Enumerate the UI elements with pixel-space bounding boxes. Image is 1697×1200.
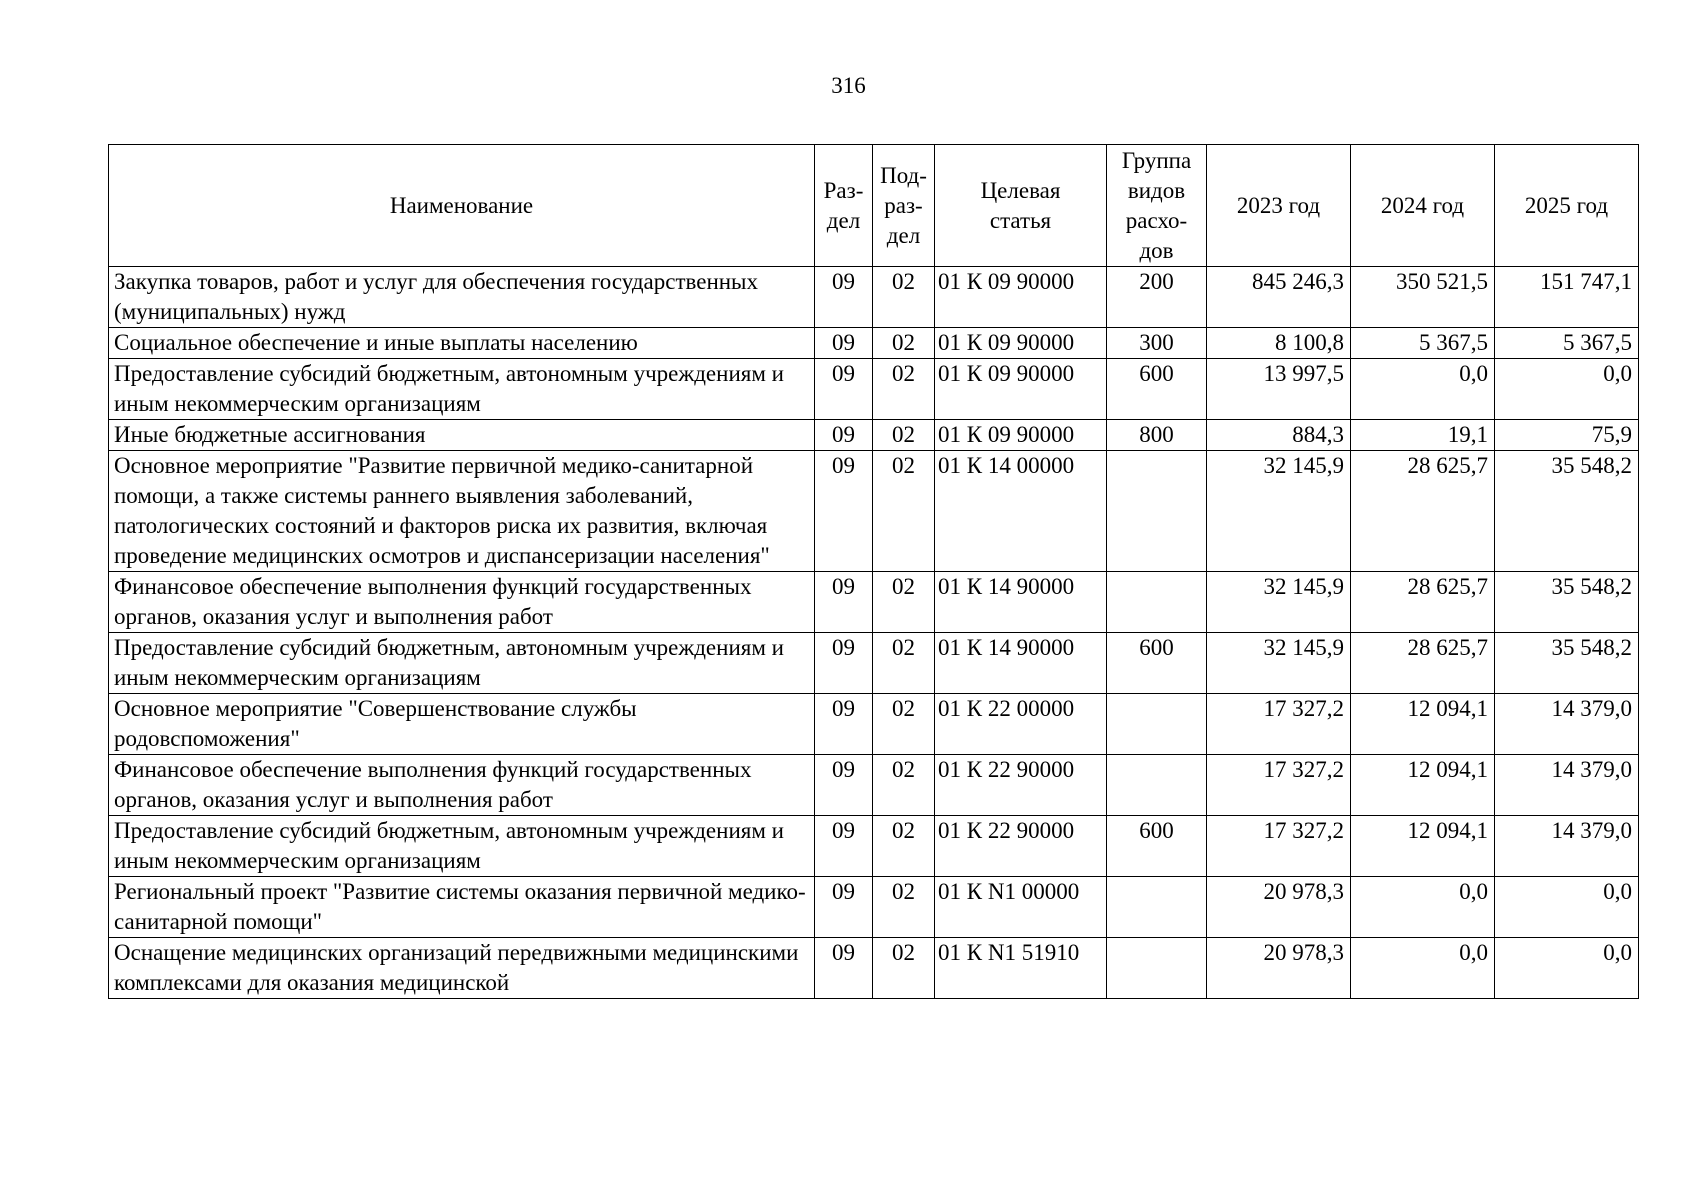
cell-razdel: 09 [815,328,873,359]
cell-podrazdel: 02 [873,420,935,451]
cell-2024: 28 625,7 [1351,451,1495,572]
table-row [109,633,1639,694]
cell-razdel: 09 [815,267,873,328]
cell-group [1107,451,1207,572]
cell-podrazdel: 02 [873,877,935,938]
cell-name: Финансовое обеспечение выполнения функций государственных органов, оказания услуг и выполнения работ [109,755,815,816]
cell-razdel: 09 [815,420,873,451]
table-row [109,694,1639,755]
cell-2025: 5 367,5 [1495,328,1639,359]
cell-group: 600 [1107,816,1207,877]
cell-group: 600 [1107,359,1207,420]
cell-2023: 17 327,2 [1207,694,1351,755]
cell-2024: 0,0 [1351,877,1495,938]
cell-2023: 32 145,9 [1207,572,1351,633]
cell-group [1107,694,1207,755]
cell-group: 300 [1107,328,1207,359]
cell-target: 01 К 22 90000 [935,755,1107,816]
cell-name: Предоставление субсидий бюджетным, автономным учреждениям и иным некоммерческим организациям [109,816,815,877]
table-row [109,816,1639,877]
cell-2024: 5 367,5 [1351,328,1495,359]
cell-name: Иные бюджетные ассигнования [109,420,815,451]
cell-razdel: 09 [815,359,873,420]
cell-group: 200 [1107,267,1207,328]
cell-target: 01 К 22 90000 [935,816,1107,877]
cell-2024: 0,0 [1351,938,1495,999]
cell-group: 800 [1107,420,1207,451]
cell-group [1107,755,1207,816]
cell-target: 01 К 09 90000 [935,420,1107,451]
cell-target: 01 К 09 90000 [935,328,1107,359]
header-razdel: Раз- дел [815,145,873,267]
cell-name: Финансовое обеспечение выполнения функций государственных органов, оказания услуг и выполнения работ [109,572,815,633]
cell-name: Оснащение медицинских организаций передвижными медицинскими комплексами для оказания медицинской [109,938,815,999]
cell-2025: 35 548,2 [1495,451,1639,572]
cell-razdel: 09 [815,938,873,999]
header-name: Наименование [109,145,815,267]
cell-podrazdel: 02 [873,267,935,328]
cell-podrazdel: 02 [873,938,935,999]
cell-2024: 12 094,1 [1351,755,1495,816]
cell-podrazdel: 02 [873,451,935,572]
cell-razdel: 09 [815,694,873,755]
table-body [109,267,1639,999]
cell-name: Основное мероприятие "Развитие первичной медико-санитарной помощи, а также системы раннего выявления заболеваний, патологических состояний и факторов риска их развития, включая проведение медицинских осмотров и диспансеризации населения" [109,451,815,572]
cell-razdel: 09 [815,572,873,633]
cell-target: 01 К 14 00000 [935,451,1107,572]
cell-target: 01 К 09 90000 [935,359,1107,420]
cell-2023: 20 978,3 [1207,938,1351,999]
cell-2023: 884,3 [1207,420,1351,451]
header-podrazdel: Под- раз- дел [873,145,935,267]
cell-2025: 0,0 [1495,359,1639,420]
cell-razdel: 09 [815,451,873,572]
cell-2024: 19,1 [1351,420,1495,451]
table-row [109,420,1639,451]
cell-2023: 8 100,8 [1207,328,1351,359]
cell-2025: 151 747,1 [1495,267,1639,328]
cell-target: 01 К 14 90000 [935,572,1107,633]
cell-2025: 14 379,0 [1495,755,1639,816]
cell-2023: 17 327,2 [1207,816,1351,877]
cell-razdel: 09 [815,877,873,938]
cell-2024: 0,0 [1351,359,1495,420]
cell-target: 01 К N1 00000 [935,877,1107,938]
cell-podrazdel: 02 [873,328,935,359]
cell-group [1107,938,1207,999]
cell-2023: 13 997,5 [1207,359,1351,420]
cell-2024: 12 094,1 [1351,694,1495,755]
cell-name: Предоставление субсидий бюджетным, автономным учреждениям и иным некоммерческим организациям [109,359,815,420]
cell-name: Предоставление субсидий бюджетным, автономным учреждениям и иным некоммерческим организациям [109,633,815,694]
cell-target: 01 К 14 90000 [935,633,1107,694]
table-row [109,328,1639,359]
header-target: Целевая статья [935,145,1107,267]
table-row [109,572,1639,633]
header-2024: 2024 год [1351,145,1495,267]
cell-2025: 0,0 [1495,938,1639,999]
cell-group: 600 [1107,633,1207,694]
table-row [109,451,1639,572]
cell-2025: 14 379,0 [1495,694,1639,755]
cell-group [1107,572,1207,633]
page-number: 316 [831,73,866,98]
cell-podrazdel: 02 [873,572,935,633]
cell-2024: 12 094,1 [1351,816,1495,877]
cell-razdel: 09 [815,816,873,877]
cell-podrazdel: 02 [873,816,935,877]
cell-razdel: 09 [815,633,873,694]
table-header-row [109,145,1639,267]
cell-2023: 845 246,3 [1207,267,1351,328]
cell-podrazdel: 02 [873,694,935,755]
budget-table [108,144,1639,999]
header-2025: 2025 год [1495,145,1639,267]
cell-group [1107,877,1207,938]
cell-podrazdel: 02 [873,755,935,816]
cell-2024: 28 625,7 [1351,633,1495,694]
cell-2023: 20 978,3 [1207,877,1351,938]
table-row [109,267,1639,328]
cell-2024: 28 625,7 [1351,572,1495,633]
cell-2025: 35 548,2 [1495,633,1639,694]
cell-target: 01 К N1 51910 [935,938,1107,999]
cell-target: 01 К 22 00000 [935,694,1107,755]
cell-podrazdel: 02 [873,359,935,420]
cell-2025: 75,9 [1495,420,1639,451]
table-row [109,938,1639,999]
cell-name: Региональный проект "Развитие системы оказания первичной медико-санитарной помощи" [109,877,815,938]
cell-2023: 32 145,9 [1207,451,1351,572]
cell-2025: 14 379,0 [1495,816,1639,877]
cell-2023: 17 327,2 [1207,755,1351,816]
cell-name: Закупка товаров, работ и услуг для обеспечения государственных (муниципальных) нужд [109,267,815,328]
table-row [109,359,1639,420]
cell-2023: 32 145,9 [1207,633,1351,694]
cell-2024: 350 521,5 [1351,267,1495,328]
table-row [109,877,1639,938]
header-group: Группа видов расхо- дов [1107,145,1207,267]
cell-razdel: 09 [815,755,873,816]
cell-podrazdel: 02 [873,633,935,694]
cell-name: Основное мероприятие "Совершенствование службы родовспоможения" [109,694,815,755]
table-row [109,755,1639,816]
cell-target: 01 К 09 90000 [935,267,1107,328]
cell-2025: 0,0 [1495,877,1639,938]
header-2023: 2023 год [1207,145,1351,267]
cell-name: Социальное обеспечение и иные выплаты населению [109,328,815,359]
cell-2025: 35 548,2 [1495,572,1639,633]
